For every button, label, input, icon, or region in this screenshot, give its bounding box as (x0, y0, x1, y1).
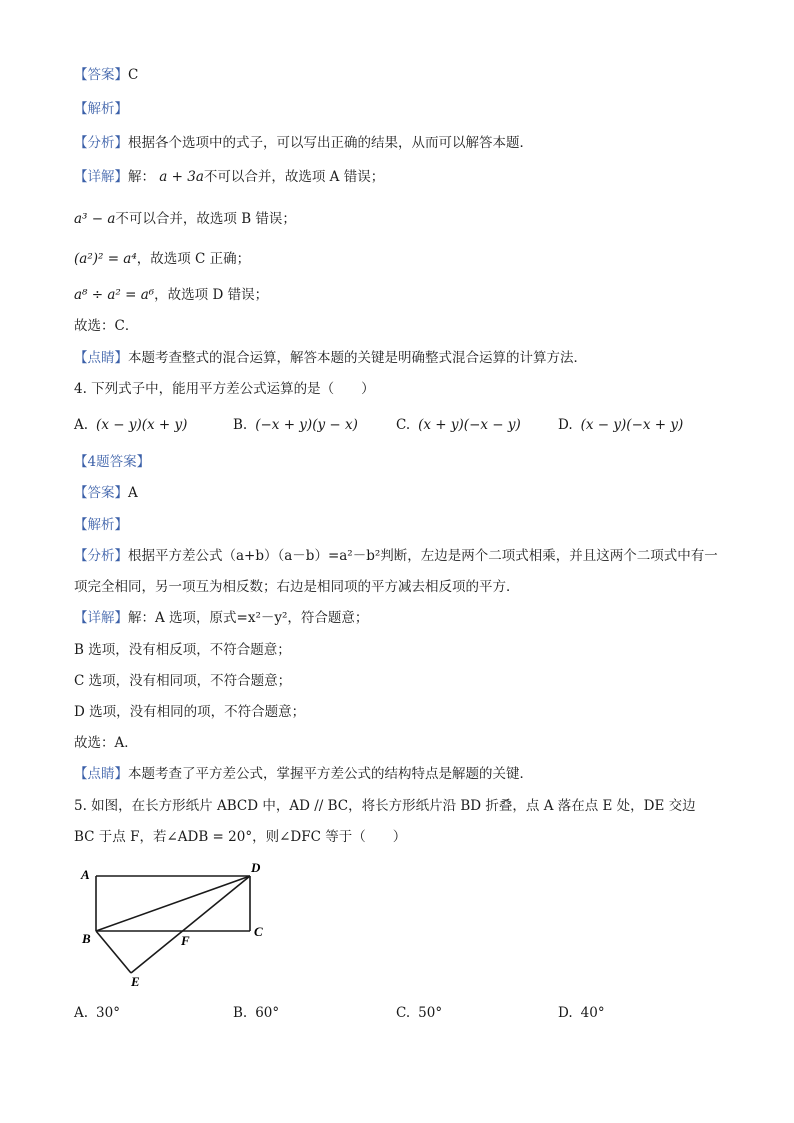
fenxi-tag: 【分析】 (74, 135, 128, 151)
q3-text-a: 不可以合并，故选项 A 错误； (203, 169, 385, 185)
option-label: A. (74, 417, 89, 433)
q4-answer-header-tag: 【4题答案】 (74, 454, 151, 470)
q4-detail-c: C 选项，没有相同项，不符合题意； (74, 673, 292, 689)
q4-answer-value: A (128, 485, 138, 501)
q3-math-b: a³ − a (74, 211, 116, 227)
detail-tag: 【详解】 (74, 169, 128, 185)
q5-option-d (558, 1004, 605, 1022)
q4-option-b (233, 416, 358, 434)
option-value: 30° (96, 1005, 120, 1021)
analysis-tag: 【解析】 (74, 101, 128, 117)
q4-comment-line (74, 765, 533, 783)
q3-comment-text: 本题考查整式的混合运算，解答本题的关键是明确整式混合运算的计算方法． (128, 350, 587, 366)
q3-text-d: ，故选项 D 错误； (154, 287, 269, 303)
option-label: D. (558, 417, 573, 433)
q3-comment-line (74, 349, 587, 367)
label-f: F (181, 933, 190, 948)
label-c: C (254, 924, 263, 939)
q5-option-b (233, 1004, 279, 1022)
option-expr: (x − y)(−x + y) (580, 417, 684, 433)
label-a: A (81, 867, 90, 882)
answer-tag: 【答案】 (74, 485, 128, 501)
q4-choose: 故选：A． (74, 735, 138, 751)
q4-comment-text: 本题考查了平方差公式，掌握平方差公式的结构特点是解题的关键． (128, 766, 533, 782)
q3-answer-line (74, 66, 138, 84)
q5-figure (78, 860, 278, 990)
answer-tag: 【答案】 (74, 67, 128, 83)
option-label: C. (396, 1005, 411, 1021)
option-label: B. (233, 1005, 248, 1021)
q3-line-d (74, 286, 268, 304)
q3-math-d: a⁸ ÷ a² = a⁶ (74, 287, 155, 303)
q3-detail-prefix: 解： (128, 169, 155, 185)
option-value: 40° (580, 1005, 605, 1021)
label-d: D (251, 860, 261, 875)
q3-fenxi-line (74, 134, 533, 152)
q3-analysis-header (74, 100, 128, 118)
q4-fenxi-text1: 根据平方差公式（a+b）（a－b）=a²－b²判断，左边是两个二项式相乘，并且这两个二项式中有一 (128, 548, 718, 564)
q3-text-c: ，故选项 C 正确； (136, 251, 251, 267)
label-e: E (131, 974, 140, 989)
q4-fenxi-line1 (74, 547, 718, 565)
q4-detail-d: D 选项，没有相同的项，不符合题意； (74, 704, 306, 720)
q4-analysis-header (74, 516, 128, 534)
option-label: C. (396, 417, 411, 433)
label-b: B (82, 931, 91, 946)
q3-fenxi-text: 根据各个选项中的式子，可以写出正确的结果，从而可以解答本题． (128, 135, 533, 151)
q3-line-b (74, 210, 296, 228)
q3-math-a: a + 3a (159, 169, 204, 185)
q3-line-c (74, 250, 250, 268)
edge-bd (96, 876, 250, 931)
q4-stem: 4. 下列式子中，能用平方差公式运算的是（ ） (74, 381, 375, 397)
option-value: 60° (255, 1005, 280, 1021)
q3-answer-value: C (128, 67, 139, 83)
q4-option-d (558, 416, 683, 434)
q3-choose: 故选：C． (74, 318, 139, 334)
option-value: 50° (418, 1005, 443, 1021)
q4-fenxi-line2: 项完全相同，另一项互为相反数；右边是相同项的平方减去相反项的平方． (74, 579, 520, 595)
comment-tag: 【点睛】 (74, 350, 128, 366)
q3-detail-line (74, 168, 384, 186)
q4-answer-header (74, 453, 150, 471)
q4-detail-line (74, 609, 368, 627)
edge-de (131, 876, 250, 973)
q5-stem-line1: 5. 如图，在长方形纸片 ABCD 中，AD // BC，将长方形纸片沿 BD 折叠，点 A 落在点 E 处，DE 交边 (74, 798, 696, 814)
q4-option-c (396, 416, 521, 434)
comment-tag: 【点睛】 (74, 766, 128, 782)
edge-be (96, 931, 131, 973)
q4-option-a (74, 416, 187, 434)
analysis-tag: 【解析】 (74, 517, 128, 533)
option-expr: (x − y)(x + y) (96, 417, 188, 433)
option-label: A. (74, 1005, 89, 1021)
q3-math-c: (a²)² = a⁴ (74, 251, 137, 267)
q5-option-c (396, 1004, 442, 1022)
detail-tag: 【详解】 (74, 610, 128, 626)
q3-text-b: 不可以合并，故选项 B 错误； (115, 211, 296, 227)
q4-detail-a: 解：A 选项，原式=x²－y²，符合题意； (128, 610, 369, 626)
option-expr: (−x + y)(y − x) (255, 417, 358, 433)
q4-detail-b: B 选项，没有相反项，不符合题意； (74, 642, 291, 658)
fenxi-tag: 【分析】 (74, 548, 128, 564)
option-label: B. (233, 417, 248, 433)
q4-answer-line (74, 484, 138, 502)
option-expr: (x + y)(−x − y) (418, 417, 521, 433)
option-label: D. (558, 1005, 573, 1021)
q5-stem-line2: BC 于点 F，若∠ADB = 20°，则∠DFC 等于（ ） (74, 829, 407, 845)
q5-option-a (74, 1004, 120, 1022)
